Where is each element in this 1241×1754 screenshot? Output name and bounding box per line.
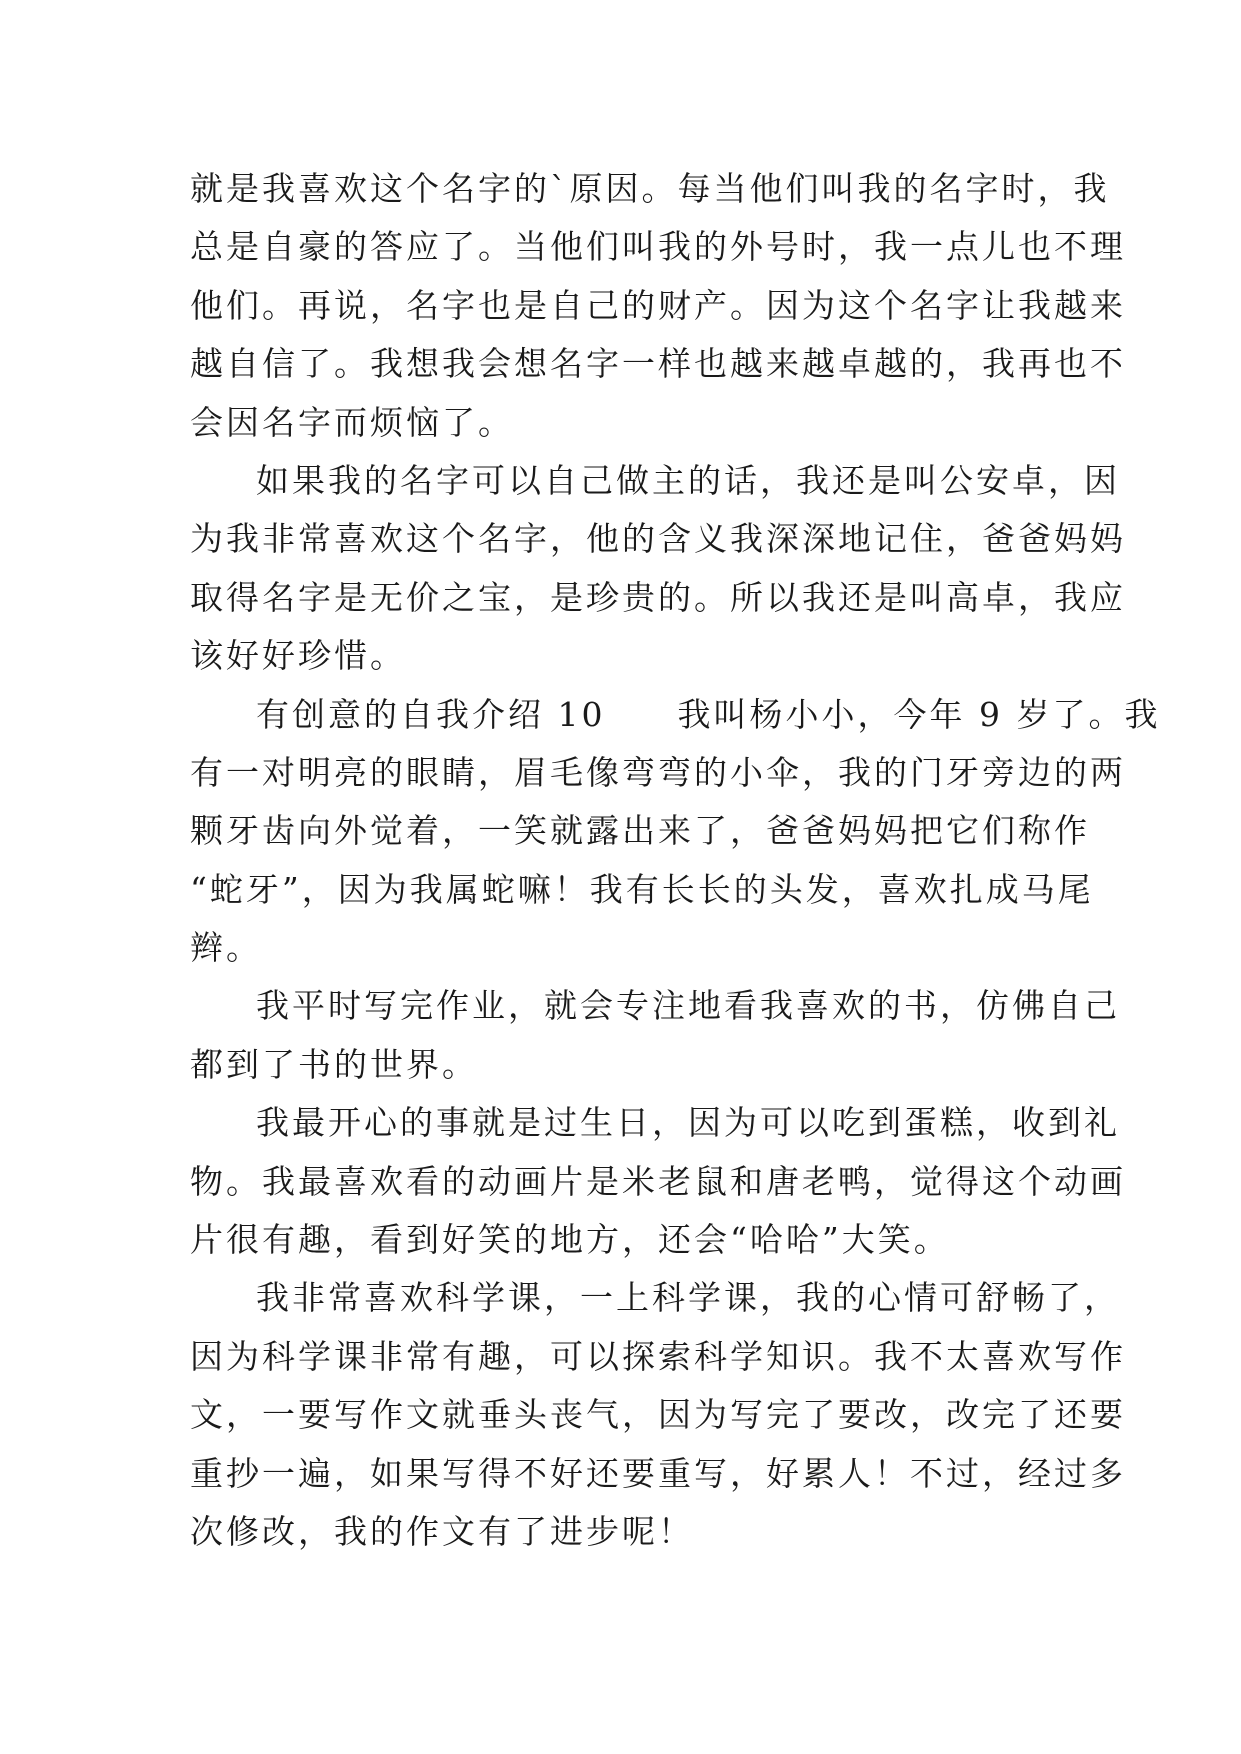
text-line: 颗牙齿向外觉着，一笑就露出来了，爸爸妈妈把它们称作	[190, 811, 1090, 851]
text-line: 辫。	[190, 928, 262, 968]
text-line: 他们。再说，名字也是自己的财产。因为这个名字让我越来	[190, 285, 1126, 325]
text-line: 为我非常喜欢这个名字，他的含义我深深地记住，爸爸妈妈	[190, 519, 1126, 559]
text-line: 我平时写完作业，就会专注地看我喜欢的书，仿佛自己	[256, 986, 1120, 1026]
text-line: 有创意的自我介绍 10 我叫杨小小，今年 9 岁了。我	[256, 694, 1161, 734]
text-line: 都到了书的世界。	[190, 1044, 478, 1084]
text-line: 文，一要写作文就垂头丧气，因为写完了要改，改完了还要	[190, 1395, 1126, 1435]
text-line: 总是自豪的答应了。当他们叫我的外号时，我一点儿也不理	[190, 227, 1126, 267]
text-line: 物。我最喜欢看的动画片是米老鼠和唐老鸭，觉得这个动画	[190, 1161, 1126, 1201]
text-line: 重抄一遍，如果写得不好还要重写，好累人！不过，经过多	[190, 1453, 1126, 1493]
text-line: 我最开心的事就是过生日，因为可以吃到蛋糕，收到礼	[256, 1103, 1120, 1143]
text-line: 会因名字而烦恼了。	[190, 402, 514, 442]
text-line: 因为科学课非常有趣，可以探索科学知识。我不太喜欢写作	[190, 1336, 1126, 1376]
text-line: 次修改，我的作文有了进步呢！	[190, 1511, 694, 1551]
text-line: 该好好珍惜。	[190, 636, 406, 676]
text-line: 取得名字是无价之宝，是珍贵的。所以我还是叫高卓，我应	[190, 577, 1126, 617]
text-line: 越自信了。我想我会想名字一样也越来越卓越的，我再也不	[190, 344, 1126, 384]
text-line: “蛇牙”，因为我属蛇嘛！我有长长的头发，喜欢扎成马尾	[190, 869, 1094, 909]
text-line: 如果我的名字可以自己做主的话，我还是叫公安卓，因	[256, 460, 1120, 500]
document-body	[190, 160, 1161, 1561]
text-line: 就是我喜欢这个名字的`原因。每当他们叫我的名字时，我	[190, 169, 1110, 208]
text-line: 我非常喜欢科学课，一上科学课，我的心情可舒畅了，	[256, 1278, 1120, 1318]
text-line: 有一对明亮的眼睛，眉毛像弯弯的小伞，我的门牙旁边的两	[190, 752, 1126, 792]
text-line: 片很有趣，看到好笑的地方，还会“哈哈”大笑。	[190, 1220, 950, 1260]
